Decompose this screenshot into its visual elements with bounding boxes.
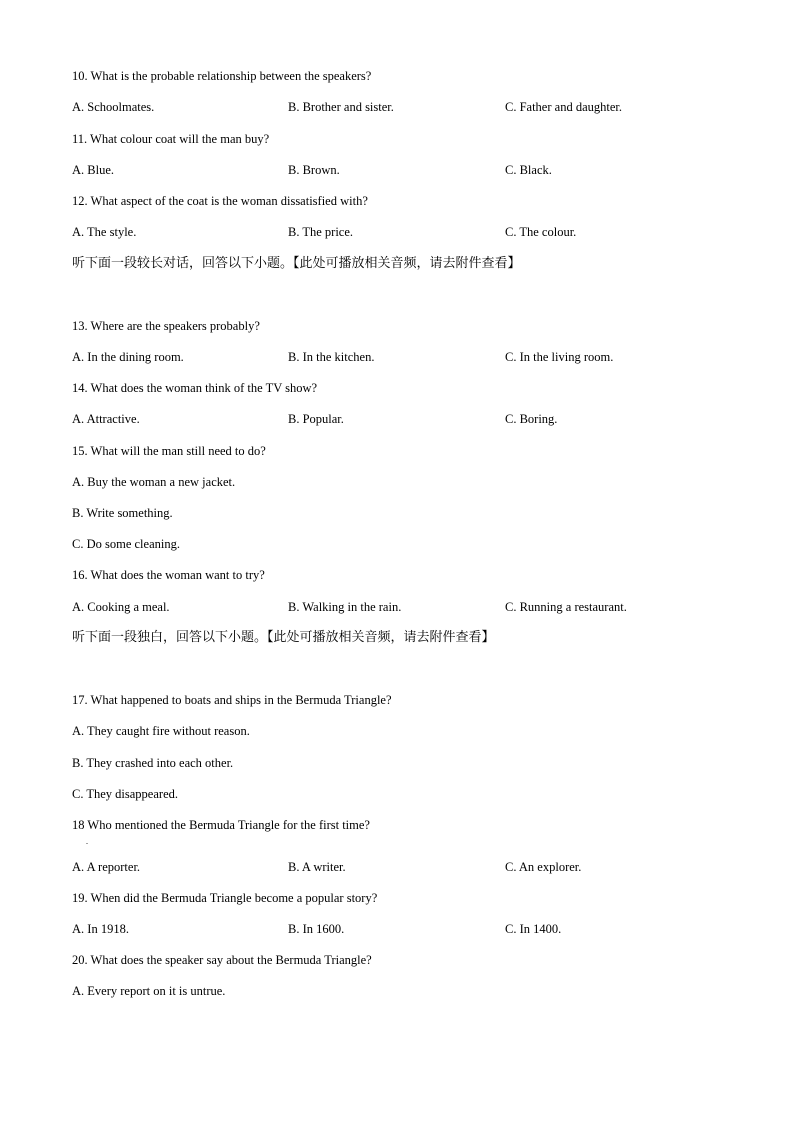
question-10: 10. What is the probable relationship between the speakers? — [72, 69, 372, 83]
q19-option-c: C. In 1400. — [505, 922, 562, 936]
question-20: 20. What does the speaker say about the Bermuda Triangle? — [72, 953, 372, 967]
q17-option-b: B. They crashed into each other. — [72, 756, 234, 770]
q14-option-c: C. Boring. — [505, 412, 558, 426]
q12-option-c: C. The colour. — [505, 225, 577, 239]
q15-option-a: A. Buy the woman a new jacket. — [72, 475, 236, 489]
q19-option-a: A. In 1918. — [72, 922, 129, 936]
q13-option-c: C. In the living room. — [505, 350, 614, 364]
q15-option-b: B. Write something. — [72, 506, 173, 520]
q16-option-a: A. Cooking a meal. — [72, 600, 170, 614]
question-11: 11. What colour coat will the man buy? — [72, 132, 270, 146]
question-17: 17. What happened to boats and ships in the Bermuda Triangle? — [72, 693, 392, 707]
q11-option-c: C. Black. — [505, 163, 552, 177]
q18-option-a: A. A reporter. — [72, 860, 141, 874]
q12-option-b: B. The price. — [288, 225, 354, 239]
q10-option-c: C. Father and daughter. — [505, 100, 622, 114]
q20-option-a: A. Every report on it is untrue. — [72, 984, 226, 998]
q17-option-a: A. They caught fire without reason. — [72, 724, 250, 738]
question-15: 15. What will the man still need to do? — [72, 444, 266, 458]
q19-option-b: B. In 1600. — [288, 922, 345, 936]
question-13: 13. Where are the speakers probably? — [72, 319, 260, 333]
q12-option-a: A. The style. — [72, 225, 137, 239]
question-18: 18 Who mentioned the Bermuda Triangle for the first time? — [72, 818, 370, 832]
q16-option-c: C. Running a restaurant. — [505, 600, 627, 614]
question-19: 19. When did the Bermuda Triangle become a popular story? — [72, 891, 378, 905]
q11-option-b: B. Brown. — [288, 163, 340, 177]
q18-stray-dot: . — [86, 837, 88, 846]
q11-option-a: A. Blue. — [72, 163, 115, 177]
q16-option-b: B. Walking in the rain. — [288, 600, 402, 614]
question-14: 14. What does the woman think of the TV show? — [72, 381, 318, 395]
q13-option-a: A. In the dining room. — [72, 350, 184, 364]
q14-option-a: A. Attractive. — [72, 412, 140, 426]
dialogue-instruction: 听下面一段较长对话，回答以下小题。【此处可播放相关音频，请去附件查看】 — [72, 256, 521, 271]
monologue-instruction: 听下面一段独白，回答以下小题。【此处可播放相关音频，请去附件查看】 — [72, 630, 495, 645]
q15-option-c: C. Do some cleaning. — [72, 537, 180, 551]
q18-option-c: C. An explorer. — [505, 860, 582, 874]
question-16: 16. What does the woman want to try? — [72, 568, 265, 582]
q10-option-a: A. Schoolmates. — [72, 100, 155, 114]
q17-option-c: C. They disappeared. — [72, 787, 178, 801]
q10-option-b: B. Brother and sister. — [288, 100, 394, 114]
q13-option-b: B. In the kitchen. — [288, 350, 375, 364]
q18-option-b: B. A writer. — [288, 860, 346, 874]
q14-option-b: B. Popular. — [288, 412, 344, 426]
question-12: 12. What aspect of the coat is the woman dissatisfied with? — [72, 194, 368, 208]
